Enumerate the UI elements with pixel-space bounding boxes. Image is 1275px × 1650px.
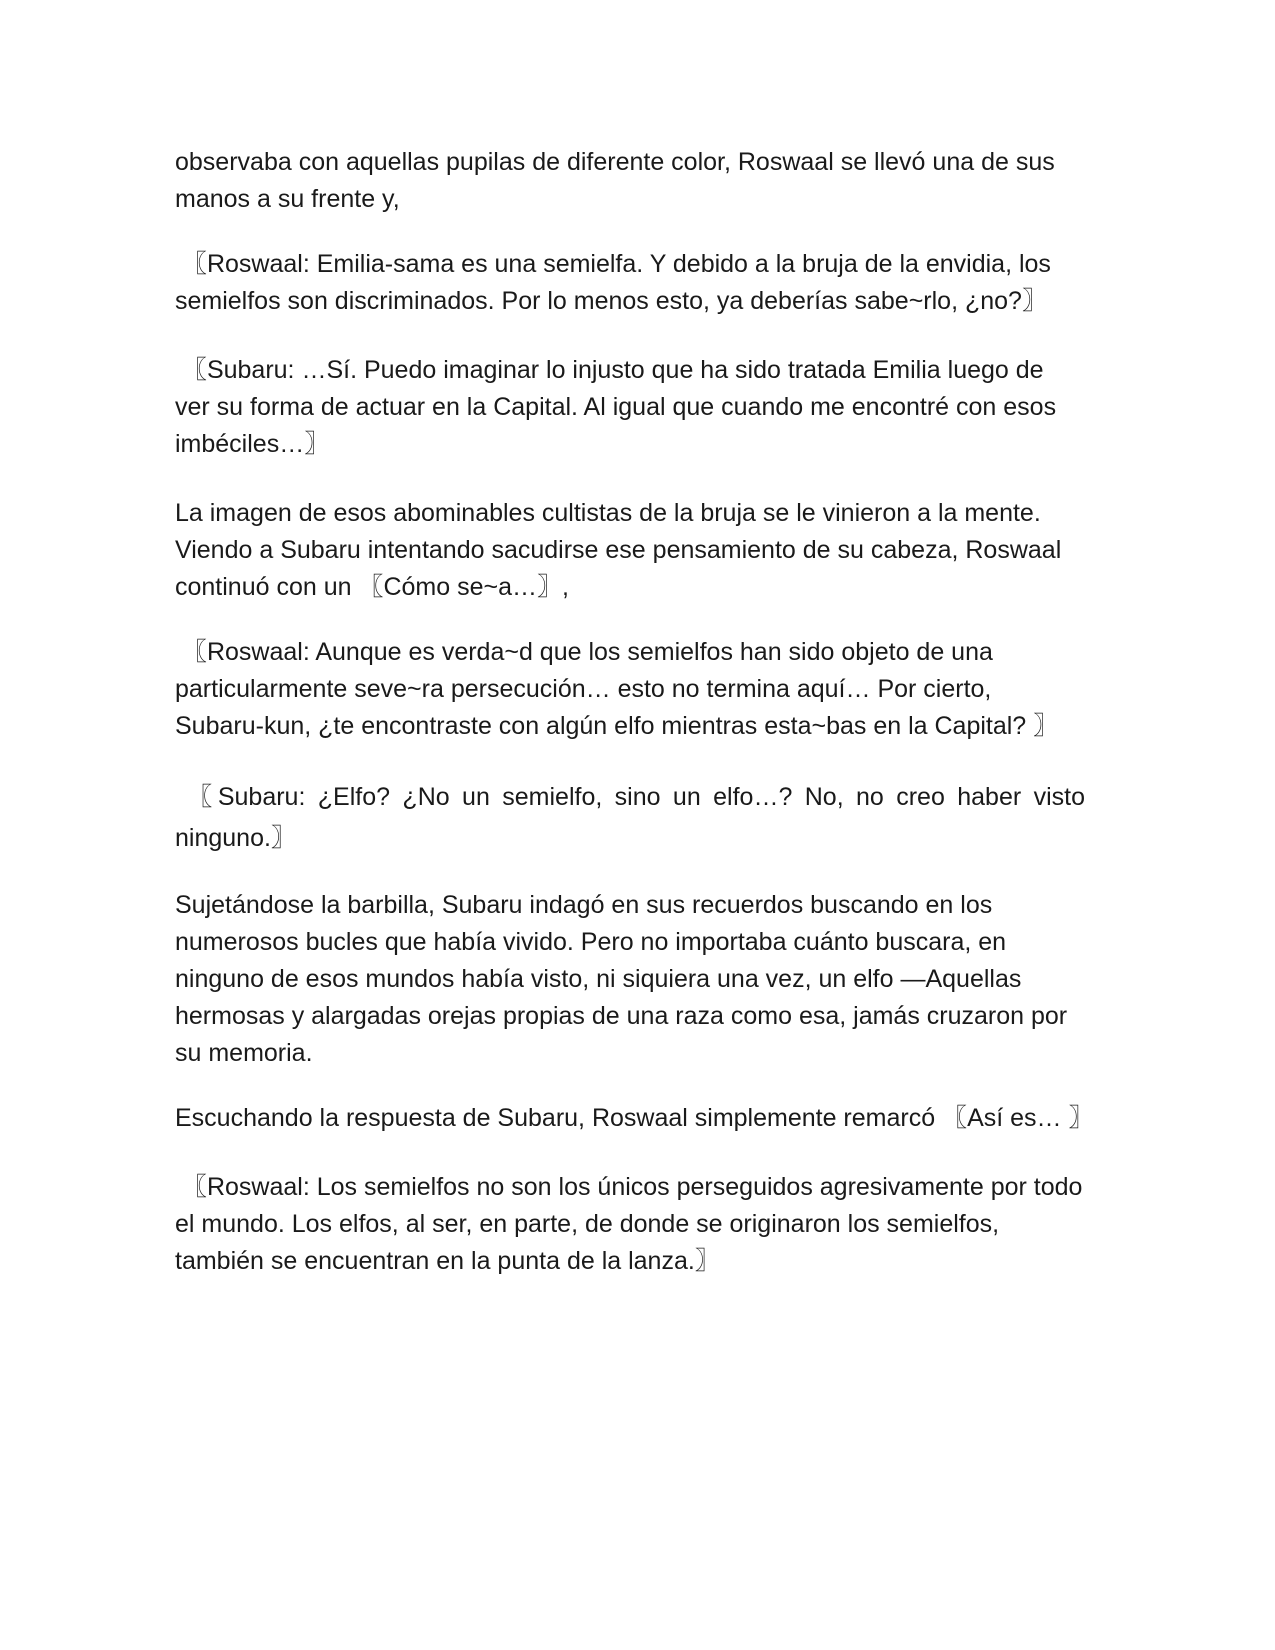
paragraph-dialogue-roswaal-1: 〖Roswaal: Emilia-sama es una semielfa. Y debido a la bruja de la envidia, los semielfos son discriminados. Por lo menos esto, ya deberías sabe~rlo, ¿no?〗 — [175, 250, 1051, 315]
paragraph-dialogue-subaru-2: 〖Subaru: ¿Elfo? ¿No un semielfo, sino un elfo…? No, no creo haber visto ninguno.〗 — [175, 783, 1085, 852]
paragraph-narration-3: Sujetándose la barbilla, Subaru indagó en sus recuerdos buscando en los numerosos bucles que había vivido. Pero no importaba cuánto buscara, en ninguno de esos mundos había visto, ni siquiera una vez, un elfo —Aquellas hermosas y alargadas orejas propias de una raza como esa, jamás cruzaron por su memoria. — [175, 891, 1068, 1067]
paragraph-dialogue-roswaal-2: 〖Roswaal: Aunque es verda~d que los semielfos han sido objeto de una particularmente seve~ra persecución… esto no termina aquí… Por cierto, Subaru-kun, ¿te encontraste con algún elfo mientras esta~bas en la Capital? 〗 — [175, 638, 1059, 740]
paragraph-narration-4: Escuchando la respuesta de Subaru, Roswaal simplemente remarcó 〖Así es… 〗 — [175, 1104, 1094, 1132]
paragraph-narration-1: observaba con aquellas pupilas de diferente color, Roswaal se llevó una de sus manos a su frente y, — [175, 148, 1055, 213]
document-page — [175, 144, 1094, 1308]
paragraph-dialogue-roswaal-3: 〖Roswaal: Los semielfos no son los únicos perseguidos agresivamente por todo el mundo. Los elfos, al ser, en parte, de donde se originaron los semielfos, también se encuentran en la punta de la lanza.〗 — [175, 1173, 1083, 1275]
paragraph-narration-2: La imagen de esos abominables cultistas de la bruja se le vinieron a la mente. Viendo a Subaru intentando sacudirse ese pensamiento de su cabeza, Roswaal continuó con un 〖Cómo se~a…〗, — [175, 499, 1062, 601]
paragraph-dialogue-subaru-1: 〖Subaru: …Sí. Puedo imaginar lo injusto que ha sido tratada Emilia luego de ver su forma de actuar en la Capital. Al igual que cuando me encontré con esos imbéciles…〗 — [175, 356, 1057, 458]
